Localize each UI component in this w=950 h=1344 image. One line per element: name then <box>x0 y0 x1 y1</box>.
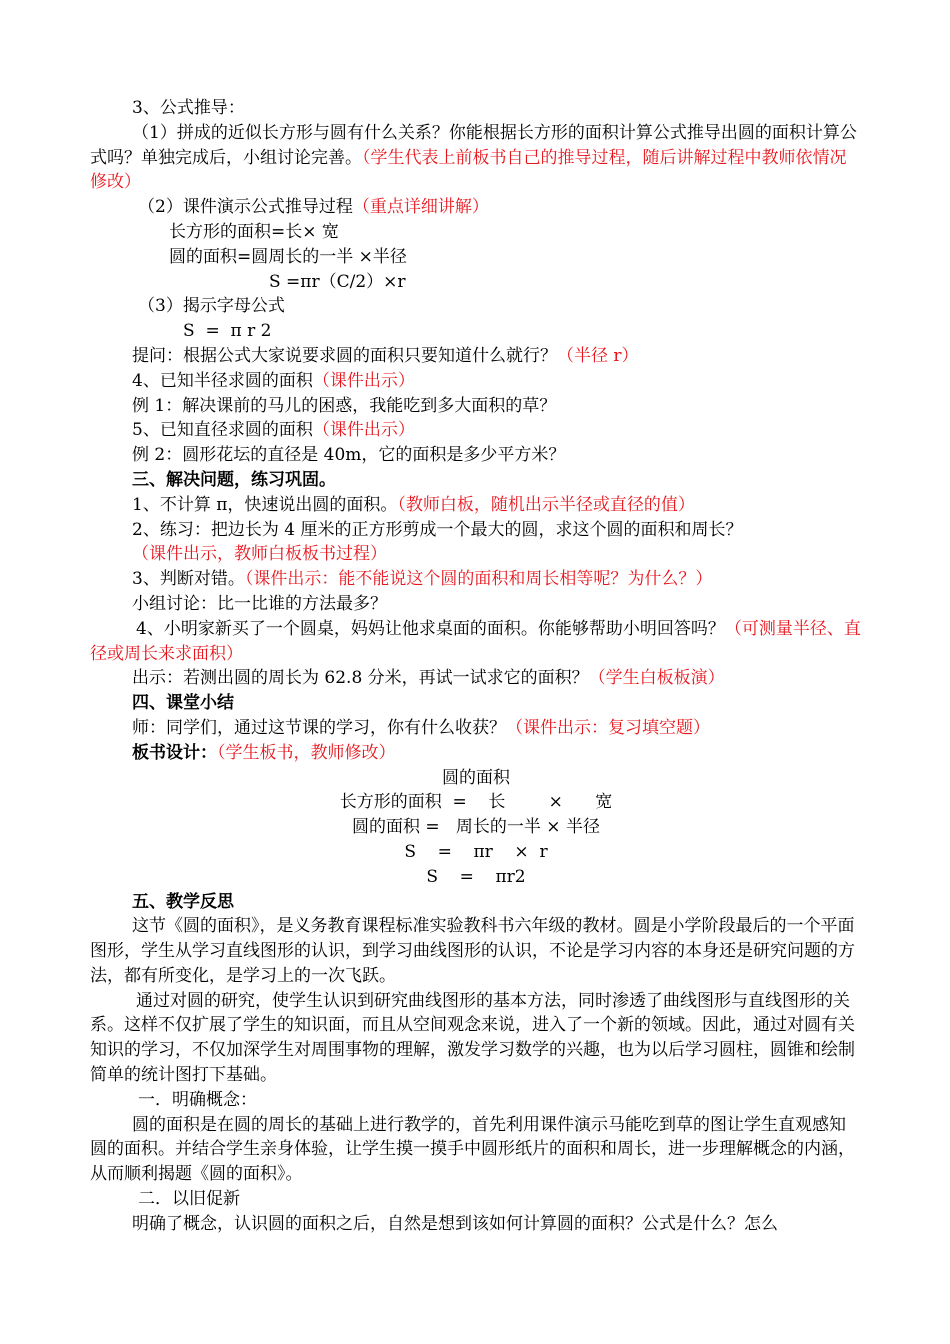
subheading-2: 二．以旧促新 <box>138 1189 240 1210</box>
step-5: 5、已知直径求圆的面积（课件出示） <box>132 420 415 441</box>
example-2: 例 2：圆形花坛的直径是 40m，它的面积是多少平方米？ <box>132 445 566 466</box>
question-1: （1）拼成的近似长方形与圆有什么关系？你能根据长方形的面积计算公式推导出圆的面积计算公式吗？单独完成后，小组讨论完善。（学生代表上前板书自己的推导过程，随后讲解过程中教师依情况修改） <box>90 122 857 193</box>
group-discussion: 小组讨论：比一比谁的方法最多？ <box>132 593 387 614</box>
question-3: （3）揭示字母公式 <box>138 296 285 317</box>
document-page <box>90 96 862 1237</box>
step-4: 4、已知半径求圆的面积（课件出示） <box>132 370 415 391</box>
formula-rect: 长方形的面积=长× 宽 <box>169 221 339 242</box>
heading-section-5: 五、教学反思 <box>132 891 234 912</box>
reflection-paragraph-3: 圆的面积是在圆的周长的基础上进行教学的，首先利用课件演示马能吃到草的图让学生直观感知圆的面积。并结合学生亲身体验，让学生摸一摸手中圆形纸片的面积和周长，进一步理解概念的内涵，从而顺利揭题《圆的面积》。 <box>90 1114 855 1185</box>
section-formula-title: 3、公式推导： <box>132 98 245 118</box>
reflection-paragraph-1: 这节《圆的面积》，是义务教育课程标准实验教科书六年级的教材。圆是小学阶段最后的一个平面图形，学生从学习直线图形的认识，到学习曲线图形的认识，不论是学习内容的本身还是研究问题的方法，都有所变化，是学习上的一次飞跃。 <box>90 916 855 986</box>
show-line: 出示：若测出圆的周长为 62.8 分米，再试一试求它的面积？（学生白板板演） <box>132 668 725 689</box>
annotation: （半径 r） <box>557 345 639 366</box>
subheading-1: 一．明确概念： <box>138 1089 257 1110</box>
formula-s1: S =πr（C/2）×r <box>269 271 406 292</box>
practice-4: 4、小明家新买了一个圆桌，妈妈让他求桌面的面积。你能够帮助小明回答吗？（可测量半径、直径或周长来求面积） <box>90 618 861 664</box>
annotation: （重点详细讲解） <box>352 197 489 218</box>
board-design: 板书设计：（学生板书，教师修改） <box>132 742 396 763</box>
reflection-paragraph-4: 明确了概念，认识圆的面积之后，自然是想到该如何计算圆的面积？公式是什么？怎么 <box>132 1213 778 1234</box>
annotation: （学生白板板演） <box>588 668 725 689</box>
reflection-paragraph-2: 通过对圆的研究，使学生认识到研究曲线图形的基本方法，同时渗透了曲线图形与直线图形的关系。这样不仅扩展了学生的知识面，而且从空间观念来说，进入了一个新的领域。因此，通过对圆有关知识的学习，不仅加深学生对周围事物的理解，激发学习数学的兴趣，也为以后学习圆柱，圆锥和绘制简单的统计图打下基础。 <box>90 990 855 1086</box>
board-line-1: 圆的面积 <box>442 767 510 788</box>
heading-section-4: 四、课堂小结 <box>132 693 234 714</box>
annotation: （可测量半径、直径或周长来求面积） <box>90 618 861 664</box>
annotation: （课件出示） <box>312 370 415 391</box>
annotation: （教师白板，随机出示半径或直径的值） <box>397 494 695 515</box>
annotation: （学生板书，教师修改） <box>217 742 396 763</box>
teacher-line: 师：同学们，通过这节课的学习，你有什么收获？（课件出示：复习填空题） <box>132 717 710 738</box>
practice-1: 1、不计算 π，快速说出圆的面积。（教师白板，随机出示半径或直径的值） <box>132 494 695 515</box>
practice-3: 3、判断对错。（课件出示：能不能说这个圆的面积和周长相等呢？为什么？） <box>132 569 713 590</box>
board-line-2: 长方形的面积 = 长 × 宽 <box>339 792 613 813</box>
question-2: （2）课件演示公式推导过程（重点详细讲解） <box>138 197 489 218</box>
annotation: （课件出示：复习填空题） <box>506 717 710 738</box>
practice-2-note: （课件出示，教师白板板书过程） <box>132 544 387 565</box>
formula-circle: 圆的面积=圆周长的一半 ×半径 <box>169 246 407 267</box>
heading-section-3: 三、解决问题，练习巩固。 <box>132 469 336 490</box>
board-line-3: 圆的面积 = 周长的一半 × 半径 <box>352 817 600 838</box>
board-line-4: S = πr × r <box>404 841 548 862</box>
annotation: （学生代表上前板书自己的推导过程，随后讲解过程中教师依情况修改） <box>90 147 847 193</box>
board-line-5: S = πr2 <box>426 866 526 887</box>
annotation: （课件出示：能不能说这个圆的面积和周长相等呢？为什么？） <box>244 569 713 590</box>
annotation: （课件出示） <box>312 420 415 441</box>
ask-line: 提问：根据公式大家说要求圆的面积只要知道什么就行？（半径 r） <box>132 345 639 366</box>
practice-2: 2、练习：把边长为 4 厘米的正方形剪成一个最大的圆，求这个圆的面积和周长？ <box>132 519 743 540</box>
formula-s2: S = π r 2 <box>183 321 272 342</box>
example-1: 例 1：解决课前的马儿的困惑，我能吃到多大面积的草？ <box>132 395 557 416</box>
